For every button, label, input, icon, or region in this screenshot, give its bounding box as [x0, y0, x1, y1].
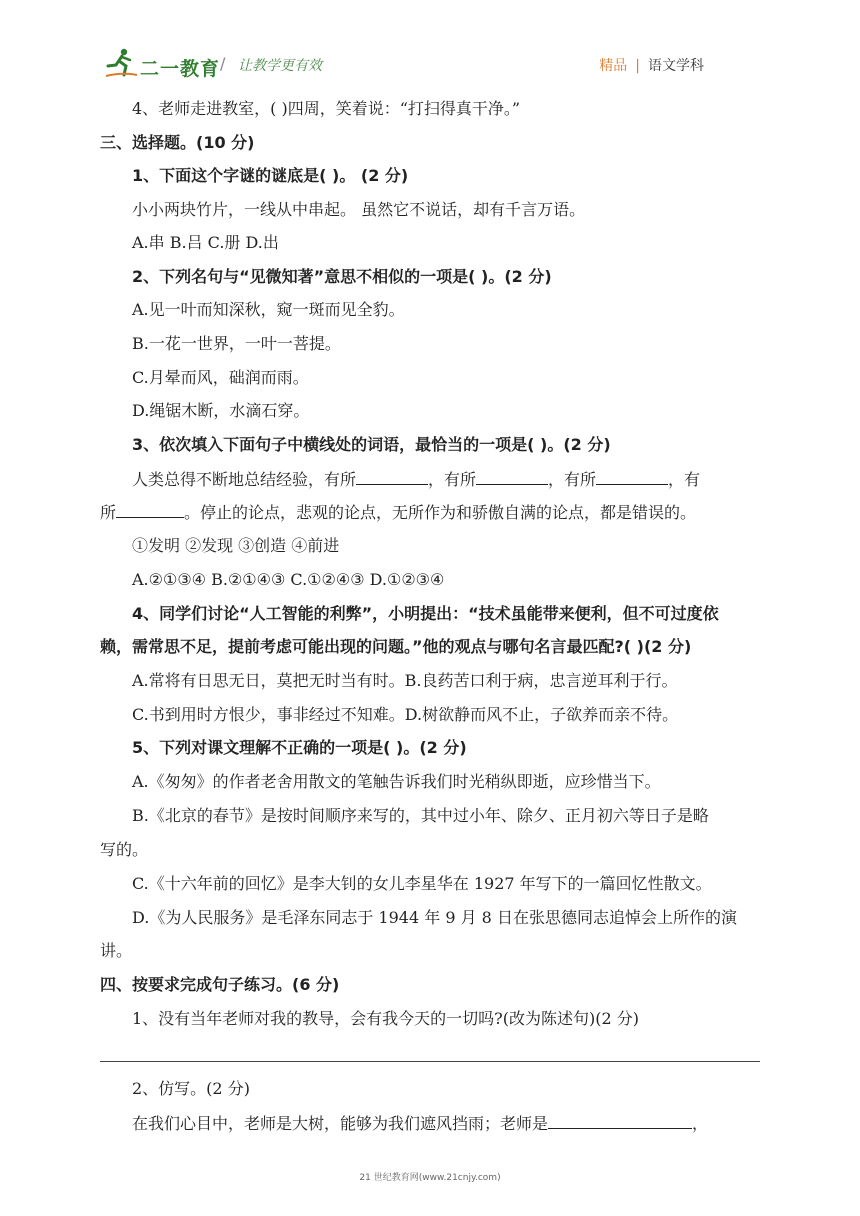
choice-q3-passage-line-2	[100, 501, 696, 524]
section-4-heading: 四、按要求完成句子练习。(6 分)	[100, 975, 340, 994]
page-footer: 21 世纪教育网(www.21cnjy.com)	[359, 1173, 501, 1183]
running-man-logo-icon	[104, 46, 138, 80]
choice-q4-options-ab: A.常将有日思无日，莫把无时当有时。B.良药苦口利于病，忠言逆耳利于行。	[132, 671, 678, 690]
answer-line[interactable]	[100, 1061, 760, 1062]
choice-q5-option-d-line-1: D.《为人民服务》是毛泽东同志于 1944 年 9 月 8 日在张思德同志追悼会上所作的演	[132, 908, 737, 927]
choice-question-5: 5、下列对课文理解不正确的一项是( )。(2 分)	[132, 738, 467, 757]
choice-q2-option-b: B.一花一世界，一叶一菩提。	[132, 334, 341, 353]
answer-blank[interactable]	[116, 501, 184, 518]
choice-q2-option-d: D.绳锯木断，水滴石穿。	[132, 401, 310, 420]
choice-question-4-line-1: 4、同学们讨论“人工智能的利弊”，小明提出：“技术虽能带来便利，但不可过度依	[132, 604, 719, 623]
header-subject	[599, 55, 704, 75]
logo-separator: /	[220, 54, 226, 73]
answer-blank[interactable]	[596, 468, 668, 485]
choice-q1-options: A.串 B.吕 C.册 D.出	[132, 233, 279, 252]
choice-q5-option-a: A.《匆匆》的作者老舍用散文的笔触告诉我们时光稍纵即逝，应珍惜当下。	[132, 772, 661, 791]
answer-blank[interactable]	[356, 468, 428, 485]
logo-slogan: 让教学更有效	[238, 58, 322, 74]
choice-question-4-line-2: 赖，需常思不足，提前考虑可能出现的问题。”他的观点与哪句名言最匹配?( )(2 分)	[100, 637, 692, 656]
choice-question-1: 1、下面这个字谜的谜底是( )。 (2 分)	[132, 166, 409, 185]
riddle-text: 小小两块竹片，一线从中串起。 虽然它不说话，却有千言万语。	[132, 200, 586, 219]
passage-text: 人类总得不断地总结经验，有所	[132, 470, 357, 489]
choice-question-2: 2、下列名句与“见微知著”意思不相似的一项是( )。(2 分)	[132, 267, 552, 286]
quality-label: 精品	[599, 58, 628, 74]
imitation-text: 在我们心目中，老师是大树，能够为我们遮风挡雨；老师是	[132, 1114, 549, 1133]
passage-text: ，有所	[548, 470, 597, 489]
page-header	[0, 0, 860, 92]
choice-q3-word-list: ①发明 ②发现 ③创造 ④前进	[132, 536, 340, 555]
choice-q5-option-c: C.《十六年前的回忆》是李大钊的女儿李星华在 1927 年写下的一篇回忆性散文。	[132, 874, 712, 893]
choice-q5-option-b-line-2: 写的。	[100, 840, 149, 859]
header-separator: |	[635, 58, 640, 74]
passage-text: 所	[100, 503, 117, 522]
logo-text: 二一教育	[140, 58, 221, 80]
sentence-question-2: 2、仿写。(2 分)	[132, 1079, 250, 1098]
imitation-sentence	[132, 1112, 708, 1135]
choice-q3-passage-line-1	[132, 468, 700, 491]
answer-blank[interactable]	[548, 1112, 692, 1129]
imitation-text: ，	[692, 1114, 709, 1133]
passage-text: ，有所	[428, 470, 477, 489]
choice-q5-option-d-line-2: 讲。	[100, 941, 133, 960]
subject-label: 语文学科	[648, 58, 704, 74]
section-3-heading: 三、选择题。(10 分)	[100, 133, 255, 152]
choice-q2-option-a: A.见一叶而知深秋，窥一斑而见全豹。	[132, 300, 405, 319]
passage-text: 。停止的论点，悲观的论点，无所作为和骄傲自满的论点，都是错误的。	[184, 503, 697, 522]
choice-q4-options-cd: C.书到用时方恨少，事非经过不知难。D.树欲静而风不止，子欲养而亲不待。	[132, 705, 679, 724]
passage-text: ，有	[668, 470, 701, 489]
fill-question-4: 4、老师走进教室，( )四周，笑着说：“打扫得真干净。”	[132, 99, 521, 118]
answer-blank[interactable]	[476, 468, 548, 485]
choice-q2-option-c: C.月晕而风，础润而雨。	[132, 368, 309, 387]
choice-q3-options: A.②①③④ B.②①④③ C.①②④③ D.①②③④	[132, 570, 445, 589]
sentence-question-1: 1、没有当年老师对我的教导，会有我今天的一切吗?(改为陈述句)(2 分)	[132, 1009, 639, 1028]
choice-q5-option-b-line-1: B.《北京的春节》是按时间顺序来写的，其中过小年、除夕、正月初六等日子是略	[132, 806, 709, 825]
choice-question-3: 3、依次填入下面句子中横线处的词语，最恰当的一项是( )。(2 分)	[132, 435, 611, 454]
